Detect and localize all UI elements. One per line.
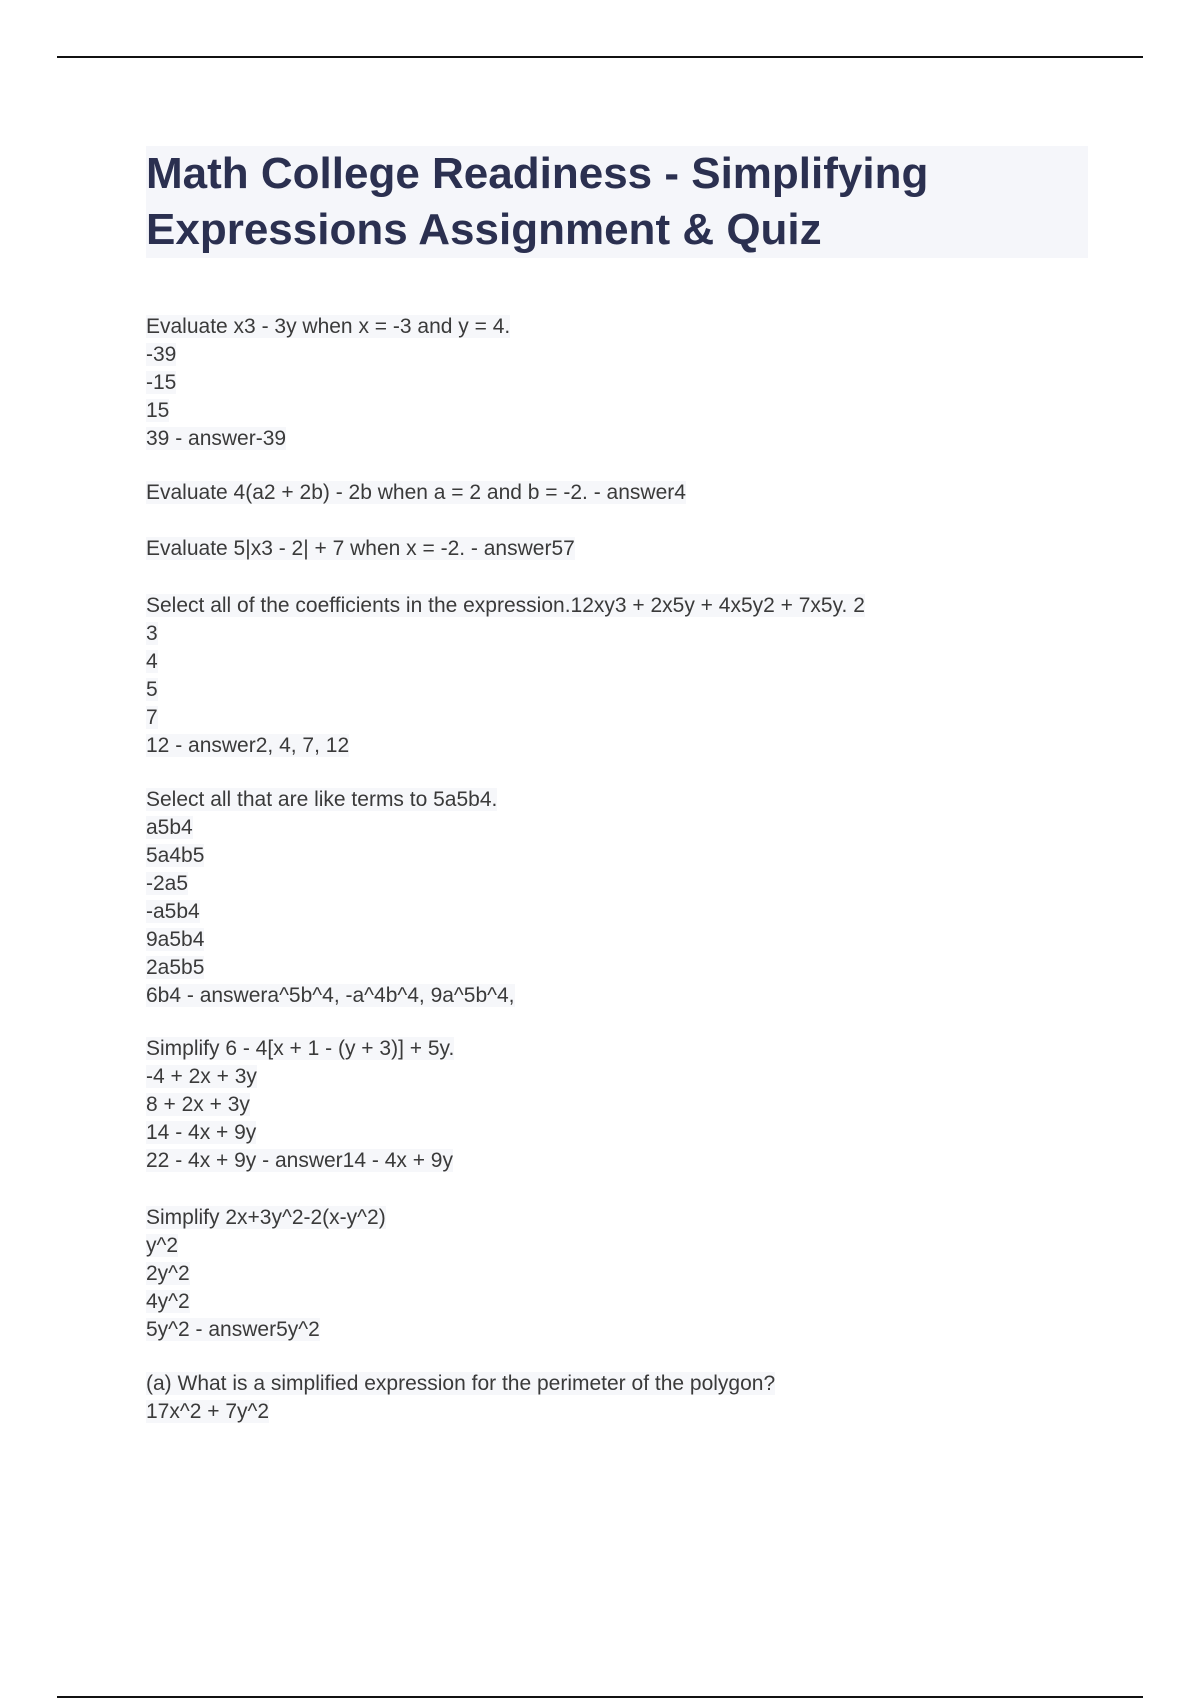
question-block xyxy=(146,592,865,760)
line-text: -39 xyxy=(146,343,177,366)
option-text xyxy=(146,926,515,954)
question-block xyxy=(146,1370,775,1426)
line-text: (a) What is a simplified expression for the perimeter of the polygon? xyxy=(146,1372,776,1395)
question-text xyxy=(146,592,865,620)
page-title: Math College Readiness - Simplifying Expressions Assignment & Quiz xyxy=(146,146,1088,258)
line-text: 5 xyxy=(146,678,158,701)
line-text: 8 + 2x + 3y xyxy=(146,1093,250,1116)
line-text: 5a4b5 xyxy=(146,844,205,867)
line-text: 7 xyxy=(146,706,158,729)
question-text xyxy=(146,535,575,563)
option-text xyxy=(146,1398,775,1426)
line-text: a5b4 xyxy=(146,816,193,839)
line-text: -15 xyxy=(146,371,177,394)
line-text: -a5b4 xyxy=(146,900,200,923)
question-block xyxy=(146,479,686,507)
line-text: Simplify 6 - 4[x + 1 - (y + 3)] + 5y. xyxy=(146,1037,455,1060)
line-text: 14 - 4x + 9y xyxy=(146,1121,257,1144)
question-text xyxy=(146,479,686,507)
line-text: Select all of the coefficients in the expression.12xy3 + 2x5y + 4x5y2 + 7x5y. 2 xyxy=(146,594,865,617)
question-block xyxy=(146,786,515,1010)
line-text: 4y^2 xyxy=(146,1290,190,1313)
option-text xyxy=(146,341,510,369)
question-text xyxy=(146,313,510,341)
question-block xyxy=(146,535,575,563)
top-rule xyxy=(57,56,1143,58)
option-text xyxy=(146,732,865,760)
option-text xyxy=(146,676,865,704)
option-text xyxy=(146,1119,454,1147)
line-text: y^2 xyxy=(146,1234,179,1257)
option-text xyxy=(146,1288,386,1316)
line-text: 39 - answer-39 xyxy=(146,427,287,450)
option-text xyxy=(146,648,865,676)
line-text: 17x^2 + 7y^2 xyxy=(146,1400,270,1423)
line-text: Evaluate x3 - 3y when x = -3 and y = 4. xyxy=(146,315,511,338)
line-text: 5y^2 - answer5y^2 xyxy=(146,1318,320,1341)
question-block xyxy=(146,313,510,453)
question-block xyxy=(146,1035,454,1175)
line-text: 2a5b5 xyxy=(146,956,205,979)
line-text: 2y^2 xyxy=(146,1262,190,1285)
line-text: 22 - 4x + 9y - answer14 - 4x + 9y xyxy=(146,1149,453,1172)
option-text xyxy=(146,954,515,982)
line-text: -2a5 xyxy=(146,872,189,895)
line-text: Evaluate 4(a2 + 2b) - 2b when a = 2 and b = -2. - answer4 xyxy=(146,481,686,504)
question-text xyxy=(146,786,515,814)
question-text xyxy=(146,1204,386,1232)
option-text xyxy=(146,397,510,425)
question-block xyxy=(146,1204,386,1344)
line-text: 12 - answer2, 4, 7, 12 xyxy=(146,734,350,757)
option-text xyxy=(146,369,510,397)
option-text xyxy=(146,1063,454,1091)
line-text: 9a5b4 xyxy=(146,928,205,951)
option-text xyxy=(146,1147,454,1175)
option-text xyxy=(146,1316,386,1344)
line-text: 3 xyxy=(146,622,158,645)
option-text xyxy=(146,1260,386,1288)
option-text xyxy=(146,898,515,926)
line-text: Select all that are like terms to 5a5b4. xyxy=(146,788,498,811)
line-text: 15 xyxy=(146,399,170,422)
option-text xyxy=(146,704,865,732)
line-text: 6b4 - answera^5b^4, -a^4b^4, 9a^5b^4, xyxy=(146,984,515,1007)
question-text xyxy=(146,1035,454,1063)
option-text xyxy=(146,620,865,648)
option-text xyxy=(146,982,515,1010)
option-text xyxy=(146,870,515,898)
line-text: -4 + 2x + 3y xyxy=(146,1065,257,1088)
option-text xyxy=(146,425,510,453)
question-text xyxy=(146,1370,775,1398)
line-text: Evaluate 5|x3 - 2| + 7 when x = -2. - answer57 xyxy=(146,537,575,560)
line-text: Simplify 2x+3y^2-2(x-y^2) xyxy=(146,1206,386,1229)
option-text xyxy=(146,1091,454,1119)
option-text xyxy=(146,842,515,870)
option-text xyxy=(146,814,515,842)
option-text xyxy=(146,1232,386,1260)
line-text: 4 xyxy=(146,650,158,673)
bottom-rule xyxy=(57,1696,1143,1698)
